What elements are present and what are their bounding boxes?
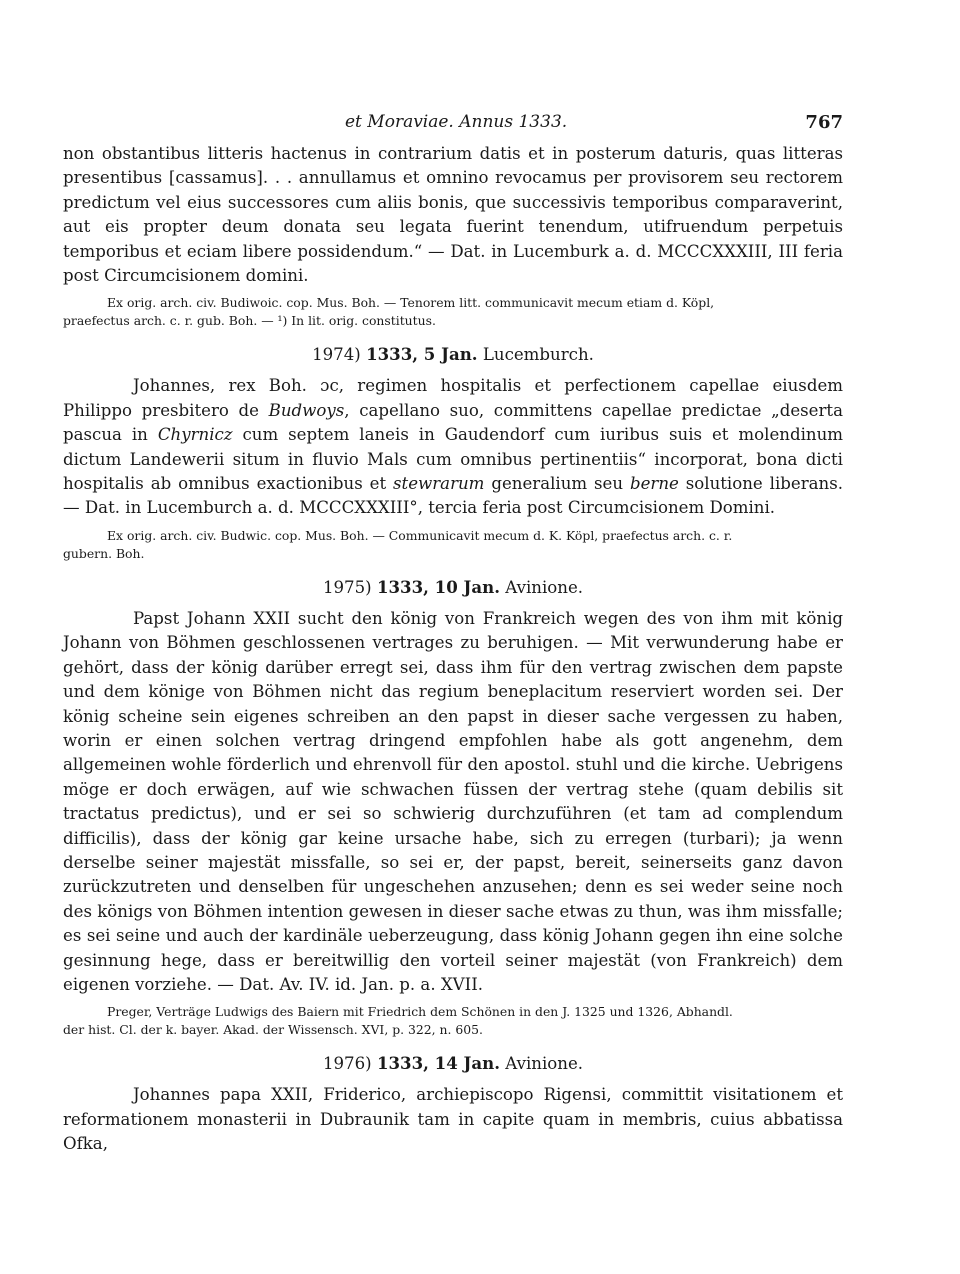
running-head-title: et Moraviae. Annus 1333. [345, 112, 568, 132]
continuation-paragraph: non obstantibus litteris hactenus in contrarium datis et in posterum daturis, quas litteras presentibus [cassamus]. . . annullamus et omnino revocamus per provisorem seu rectorem predictum vel eius successores cum aliis bonis, que successivis temporibus comparaverint, aut eis propter deum donata seu legata fuerint tenendum, utifruendum perpetuis temporibus et eciam libere possidendum.“ — Dat. in Lucemburk a. d. MCCCXXXIII, III feria post Circumcisionem domini. [63, 144, 843, 286]
entry-text-1976: Johannes papa XXII, Friderico, archiepiscopo Rigensi, committit visitationem et reformationem monasterii in Dubraunik tam in capite quam in membris, cuius abbatissa Ofka, [63, 1085, 843, 1154]
note-line: Ex orig. arch. civ. Budwic. cop. Mus. Boh. — Communicavit mecum d. K. Köpl, praefectus arch. c. r. [107, 527, 733, 543]
entry-number: 1975) [322, 577, 372, 597]
text-run: cum septem laneis in Gaudendorf cum iuribus suis et molendinum dictum Landewerii situm in fluvio Mals cum omnibus pertinentiis“ incorporat, bona dicti hospitalis ab omnibus exactionibus et [63, 425, 844, 494]
entry-text-1974 [63, 374, 843, 520]
running-head [63, 112, 843, 142]
entry-heading-1974 [63, 344, 843, 364]
entry-source-note-1975 [63, 1003, 843, 1039]
text-run: Johannes, rex Boh. ɔc, regimen hospitalis et perfectionem capellae eiusdem Philippo presbitero de [63, 376, 843, 420]
text-run: solutione liberans. — Dat. in Lucemburch a. d. MCCCXXXIII°, tercia feria post Circumcisionem Domini. [63, 474, 843, 518]
entry-number: 1974) [312, 345, 361, 365]
continuation-source-note [63, 294, 843, 330]
note-line: der hist. Cl. der k. bayer. Akad. der Wissensch. XVI, p. 322, n. 605. [63, 1022, 483, 1038]
note-line: Ex orig. arch. civ. Budiwoic. cop. Mus. Boh. — Tenorem litt. communicavit mecum etiam d. Köpl, [107, 295, 715, 311]
entry-date: 1333, 10 Jan. [376, 576, 500, 597]
italic-term: berne [629, 474, 679, 494]
text-run: generalium seu [484, 474, 630, 494]
text-run: , capellano suo, committens capellae predictae „deserta pascua in [63, 400, 843, 445]
italic-term: Chyrnicz [157, 425, 233, 445]
italic-term: Budwoys [268, 400, 345, 420]
entry-date: 1333, 14 Jan. [376, 1053, 500, 1074]
entry-heading-1976 [63, 1053, 843, 1073]
note-line: praefectus arch. c. r. gub. Boh. — ¹) In lit. orig. constitutus. [63, 313, 436, 329]
entry-heading-1975 [63, 577, 843, 597]
note-line: gubern. Boh. [63, 545, 145, 561]
entry-number: 1976) [322, 1054, 372, 1074]
italic-term: stewrarum [393, 474, 485, 494]
entry-place: Avinione. [505, 577, 584, 597]
entry-place: Lucemburch. [482, 345, 594, 365]
entry-date: 1333, 5 Jan. [366, 344, 478, 365]
entry-text-1975: Papst Johann XXII sucht den könig von Frankreich wegen des von ihm mit könig Johann von Böhmen geschlossenen vertrages zu beruhigen. — Mit verwunderung habe er gehört, dass der könig darüber erregt sei, dass ihm für den vertrag zwischen dem papste und dem könige von Böhmen nicht das regium beneplacitum reserviert worden sei. Der könig scheine sein eigenes schreiben an den papst in dieser sache vergessen zu haben, worin er einen solchen vertrag dringend empfohlen habe als gott angenehm, dem allgemeinen wohle förderlich und ehrenvoll für den apostol. stuhl und die kirche. Uebrigens möge er doch erwägen, auf wie schwachen füssen der vertrag stehe (quam debilis sit tractatus predictus), und er sei so schwierig durchzuführen (et tam ad complendum difficilis), dass der könig gar keine ursache habe, sich zu erregen (turbari); ja wenn derselbe seiner majestät missfalle, so sei er, der papst, bereit, seinerseits ganz davon zurückzutreten und denselben für ungeschehen anzusehen; denn es sei weder seine noch des königs von Böhmen intention gewesen in dieser sache etwas zu thun, was ihm missfalle; es sei seine und auch der kardinäle ueberzeugung, dass könig Johann gegen ihn eine solche gesinnung hege, dass er bereitwillig den vorteil seiner majestät (von Frankreich) dem eigenen vorziehe. — Dat. Av. IV. id. Jan. p. a. XVII. [63, 608, 843, 994]
entry-source-note-1974 [63, 527, 843, 563]
note-line: Preger, Verträge Ludwigs des Baiern mit Friedrich dem Schönen in den J. 1325 und 1326, Abhandl. [107, 1004, 733, 1020]
document-page [63, 112, 843, 1157]
page-number: 767 [805, 112, 843, 133]
entry-place: Avinione. [505, 1054, 584, 1074]
